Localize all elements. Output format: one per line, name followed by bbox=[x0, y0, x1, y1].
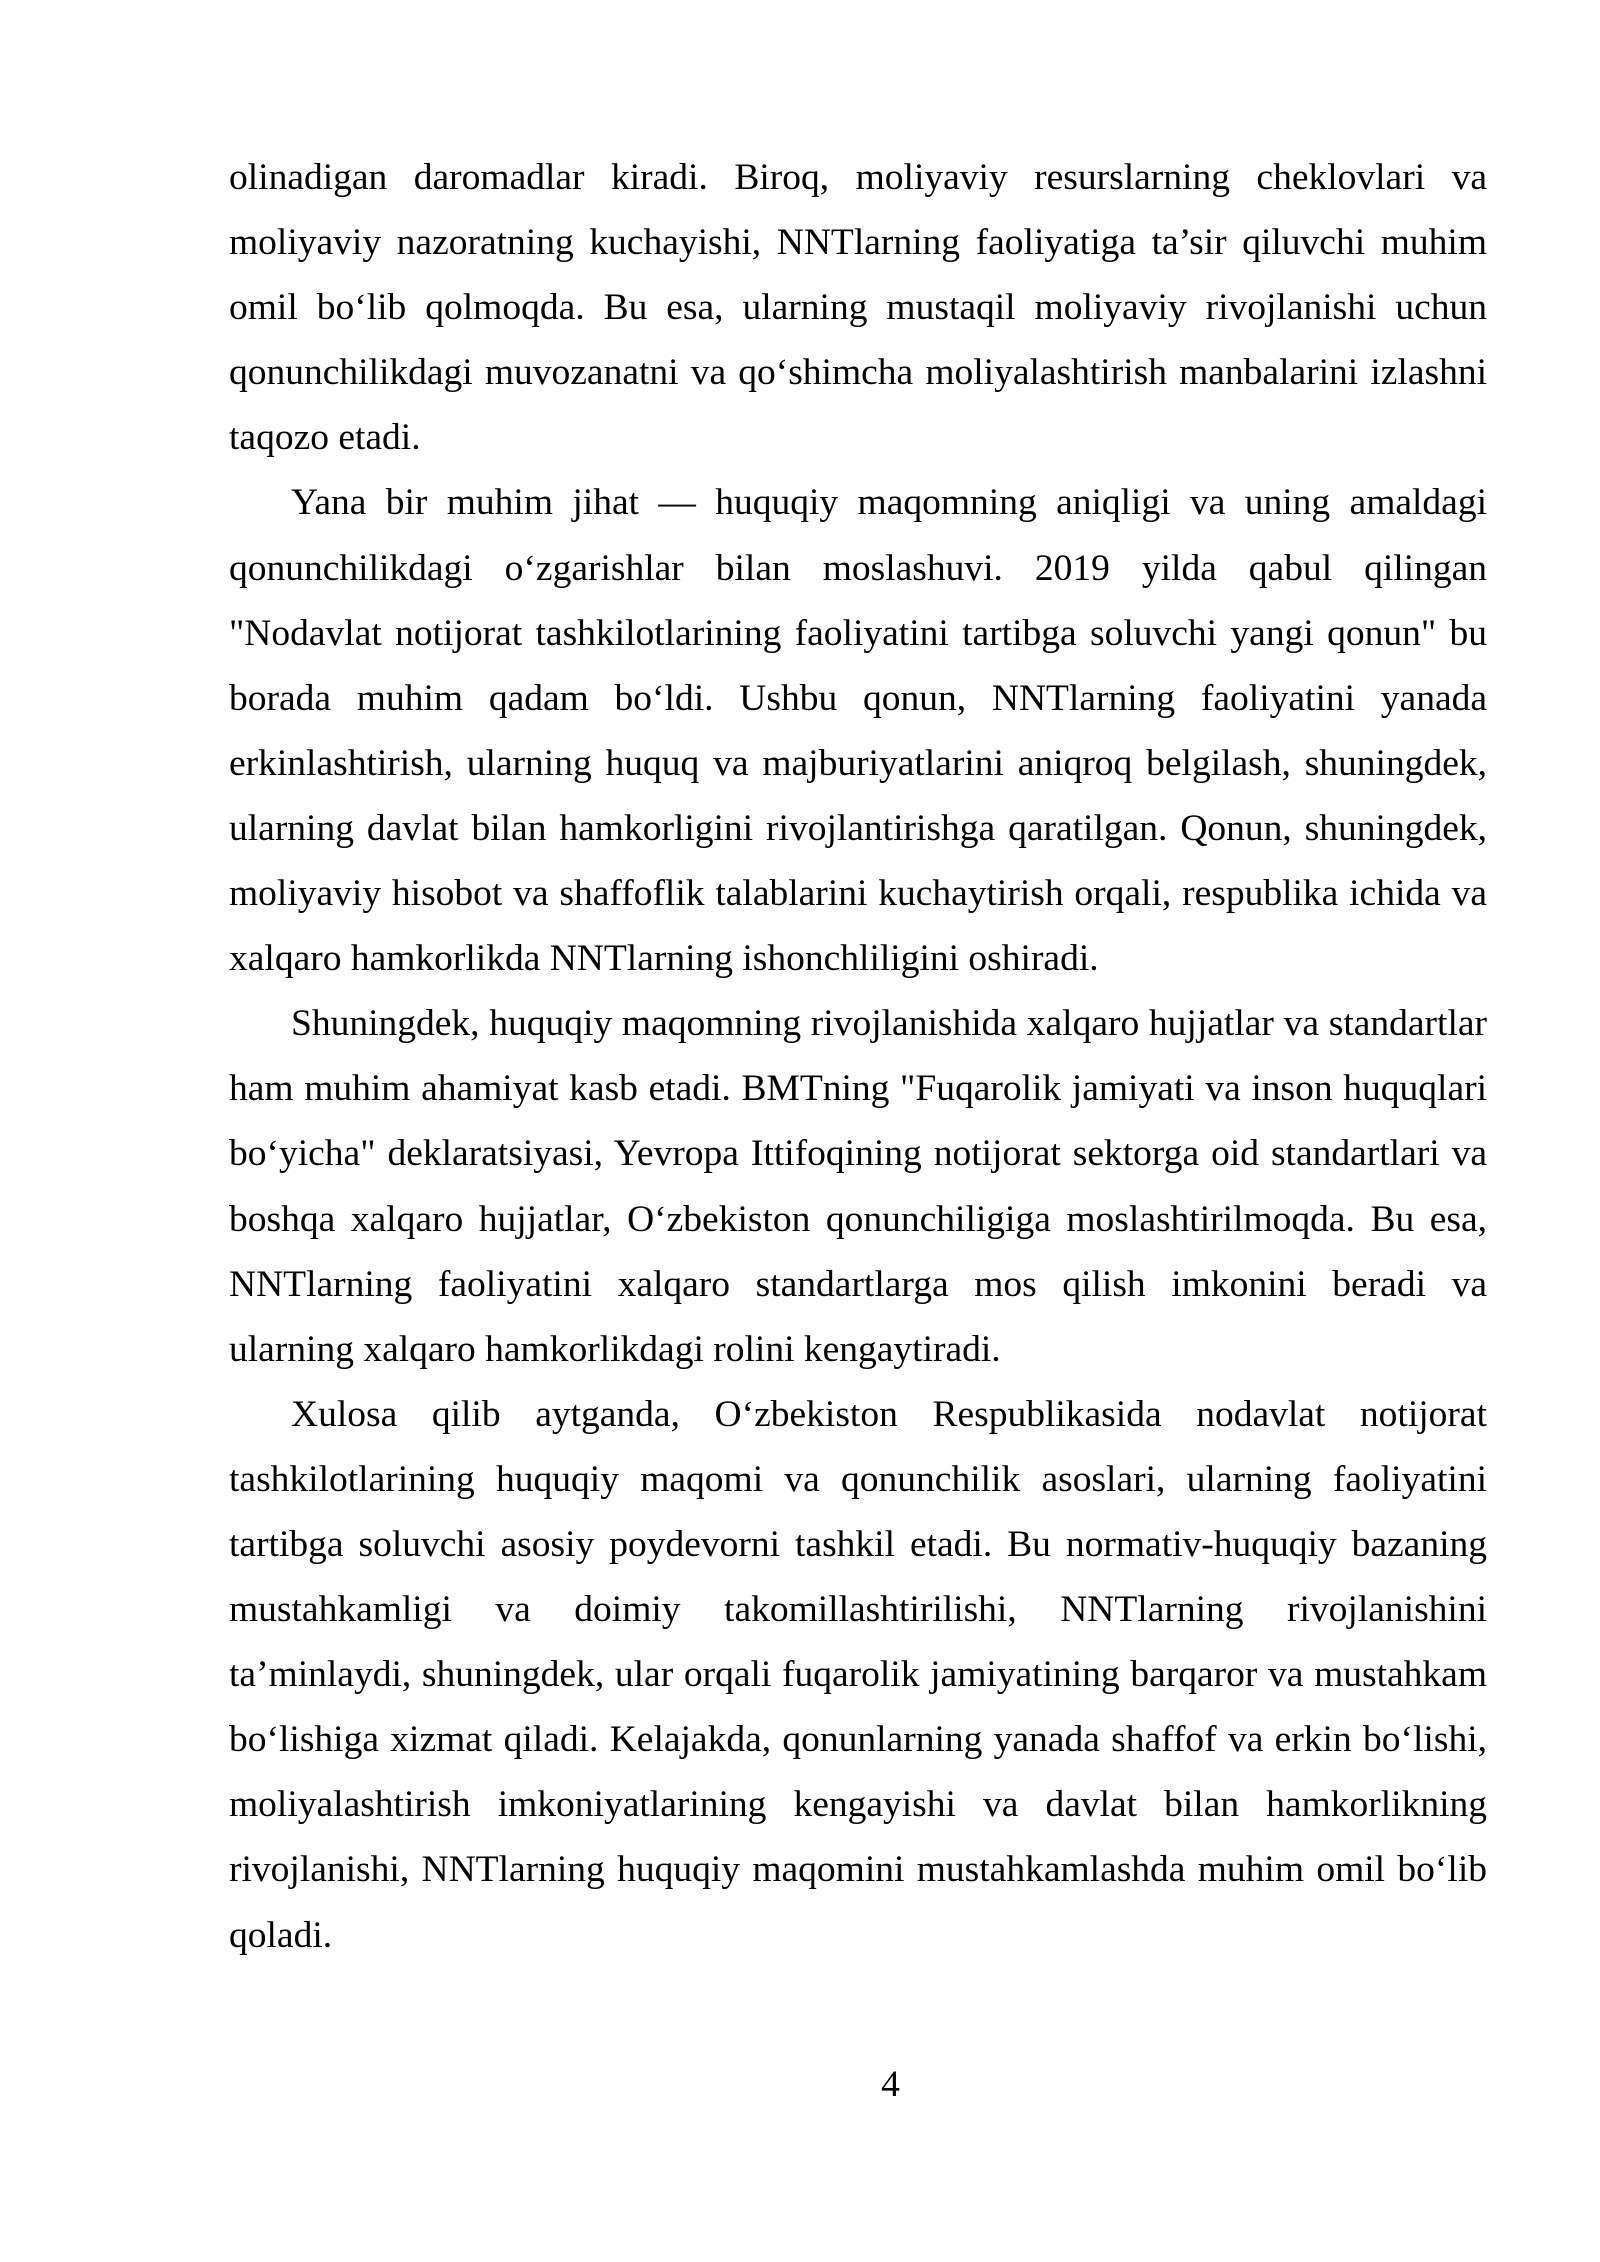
paragraph-legal-status-2019-law: Yana bir muhim jihat — huquqiy maqomning aniqligi va uning amaldagi qonunchilikdagi o‘zgarishlar bilan moslashuvi. 2019 yilda qabul qilingan "Nodavlat notijorat tashkilotlarining faoliyatini tartibga soluvchi yangi qonun" bu borada muhim qadam bo‘ldi. Ushbu qonun, NNTlarning faoliyatini yanada erkinlashtirish, ularning huquq va majburiyatlarini aniqroq belgilash, shuningdek, ularning davlat bilan hamkorligini rivojlantirishga qaratilgan. Qonun, shuningdek, moliyaviy hisobot va shaffoflik talablarini kuchaytirish orqali, respublika ichida va xalqaro hamkorlikda NNTlarning ishonchliligini oshiradi. bbox=[229, 482, 1487, 980]
paragraph-continued: olinadigan daromadlar kiradi. Biroq, moliyaviy resurslarning cheklovlari va moliyaviy nazoratning kuchayishi, NNTlarning faoliyatiga ta’sir qiluvchi muhim omil bo‘lib qolmoqda. Bu esa, ularning mustaqil moliyaviy rivojlanishi uchun qonunchilikdagi muvozanatni va qo‘shimcha moliyalashtirish manbalarini izlashni taqozo etadi. bbox=[229, 157, 1487, 459]
paragraph-conclusion: Xulosa qilib aytganda, O‘zbekiston Respublikasida nodavlat notijorat tashkilotlarining huquqiy maqomi va qonunchilik asoslari, ularning faoliyatini tartibga soluvchi asosiy poydevorni tashkil etadi. Bu normativ-huquqiy bazaning mustahkamligi va doimiy takomillashtirilishi, NNTlarning rivojlanishini ta’minlaydi, shuningdek, ular orqali fuqarolik jamiyatining barqaror va mustahkam bo‘lishiga xizmat qiladi. Kelajakda, qonunlarning yanada shaffof va erkin bo‘lishi, moliyalashtirish imkoniyatlarining kengayishi va davlat bilan hamkorlikning rivojlanishi, NNTlarning huquqiy maqomini mustahkamlashda muhim omil bo‘lib qoladi. bbox=[229, 1393, 1487, 1956]
page-number: 4 bbox=[881, 2064, 900, 2105]
body-text bbox=[229, 145, 1487, 1968]
paragraph-international-standards: Shuningdek, huquqiy maqomning rivojlanishida xalqaro hujjatlar va standartlar ham muhim ahamiyat kasb etadi. BMTning "Fuqarolik jamiyati va inson huquqlari bo‘yicha" deklaratsiyasi, Yevropa Ittifoqining notijorat sektorga oid standartlari va boshqa xalqaro hujjatlar, O‘zbekiston qonunchiligiga moslashtirilmoqda. Bu esa, NNTlarning faoliyatini xalqaro standartlarga mos qilish imkonini beradi va ularning xalqaro hamkorlikdagi rolini kengaytiradi. bbox=[229, 1003, 1487, 1370]
